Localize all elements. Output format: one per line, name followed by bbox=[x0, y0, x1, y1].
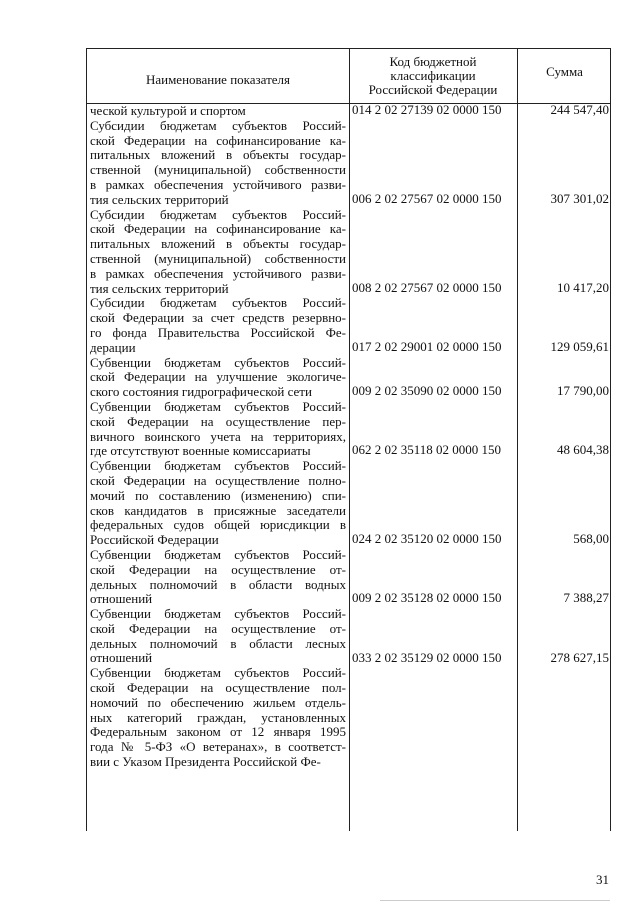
budget-code: 062 2 02 35118 02 0000 150 bbox=[352, 442, 502, 458]
header-code-line: Код бюджетной bbox=[389, 54, 477, 69]
header-code-line: классификации bbox=[390, 68, 476, 83]
indicator-line: Субвенции бюджетам субъектов Россий- bbox=[90, 399, 346, 414]
indicator-line: ской Федерации на осуществление пол- bbox=[90, 681, 346, 696]
indicator-line: ской Федерации на осуществление от- bbox=[90, 562, 346, 577]
amount: 244 547,40 bbox=[550, 102, 609, 117]
indicator-line: сков кандидатов в присяжные заседатели bbox=[90, 503, 346, 518]
indicator-line: Субвенции бюджетам субъектов Россий- bbox=[90, 355, 346, 370]
indicator-line: в рамках обеспечения устойчивого разви- bbox=[90, 266, 346, 281]
indicator-line: Федеральным законом от 12 января 1995 bbox=[90, 725, 346, 740]
budget-code: 006 2 02 27567 02 0000 150 bbox=[352, 190, 502, 206]
indicator-line: Субвенции бюджетам субъектов Россий- bbox=[90, 666, 346, 681]
indicator-line: ской Федерации на осуществление от- bbox=[90, 621, 346, 636]
budget-code: 014 2 02 27139 02 0000 150 bbox=[352, 102, 502, 117]
header-name: Наименование показателя bbox=[145, 72, 291, 87]
indicator-line: тия сельских территорий bbox=[90, 192, 229, 207]
budget-code: 033 2 02 35129 02 0000 150 bbox=[352, 649, 502, 665]
indicator-line: в рамках обеспечения устойчивого разви- bbox=[90, 177, 346, 192]
indicator-line: ской Федерации на софинансирование ка- bbox=[90, 133, 346, 148]
budget-code: 009 2 02 35090 02 0000 150 bbox=[352, 383, 502, 399]
indicator-line: Субсидии бюджетам субъектов Россий- bbox=[90, 207, 346, 222]
budget-code: 009 2 02 35128 02 0000 150 bbox=[352, 590, 502, 606]
indicator-line: Субсидии бюджетам субъектов Россий- bbox=[90, 118, 346, 133]
indicator-line: ческой культурой и спортом bbox=[90, 104, 246, 118]
indicator-line: отношений bbox=[90, 592, 153, 607]
indicator-line: ской Федерации на осуществление пер- bbox=[90, 414, 346, 429]
indicator-line: ского состояния гидрографической сети bbox=[90, 385, 312, 400]
budget-code: 024 2 02 35120 02 0000 150 bbox=[352, 531, 502, 547]
footer-rule bbox=[380, 900, 610, 901]
indicator-line: ных категорий граждан, установленных bbox=[90, 710, 346, 725]
indicator-line: дерации bbox=[90, 340, 136, 355]
page-number: 31 bbox=[596, 872, 609, 887]
indicator-line: ской Федерации на улучшение экологиче- bbox=[90, 370, 346, 385]
indicator-line: Субвенции бюджетам субъектов Россий- bbox=[90, 459, 346, 474]
column-divider bbox=[349, 49, 350, 831]
indicator-line: ственной (муниципальной) собственности bbox=[90, 163, 346, 178]
indicator-line: отношений bbox=[90, 651, 153, 666]
indicator-line: Субвенции бюджетам субъектов Россий- bbox=[90, 607, 346, 622]
indicator-line: дельных полномочий в области водных bbox=[90, 577, 346, 592]
amount: 48 604,38 bbox=[557, 442, 609, 458]
indicator-line: ской Федерации на осуществление полно- bbox=[90, 473, 346, 488]
indicator-line: ской Федерации на софинансирование ка- bbox=[90, 222, 346, 237]
budget-code: 008 2 02 27567 02 0000 150 bbox=[352, 279, 502, 295]
header-sum: Сумма bbox=[546, 64, 583, 79]
indicator-line: федеральных судов общей юрисдикции в bbox=[90, 518, 346, 533]
indicator-line: го фонда Правительства Российской Фе- bbox=[90, 325, 346, 340]
indicator-line: вии с Указом Президента Российской Фе- bbox=[90, 755, 321, 770]
amount: 278 627,15 bbox=[550, 649, 609, 665]
indicator-line: Субсидии бюджетам субъектов Россий- bbox=[90, 296, 346, 311]
budget-table bbox=[86, 48, 611, 831]
indicator-line: вичного воинского учета на территориях, bbox=[90, 429, 346, 444]
indicator-line: мочий по составлению (изменению) спи- bbox=[90, 488, 346, 503]
header-code-line: Российской Федерации bbox=[368, 82, 498, 97]
column-divider bbox=[517, 49, 518, 831]
indicator-line: питальных вложений в объекты государ- bbox=[90, 148, 346, 163]
indicator-line: года № 5-ФЗ «О ветеранах», в соответст- bbox=[90, 740, 346, 755]
indicator-names bbox=[90, 104, 346, 770]
amount: 129 059,61 bbox=[550, 338, 609, 354]
amount: 7 388,27 bbox=[563, 590, 609, 606]
indicator-line: ской Федерации за счет средств резервно- bbox=[90, 311, 346, 326]
amount: 568,00 bbox=[573, 531, 609, 547]
budget-code: 017 2 02 29001 02 0000 150 bbox=[352, 338, 502, 354]
indicator-line: номочий по обеспечению жильем отдель- bbox=[90, 695, 346, 710]
amount: 10 417,20 bbox=[557, 279, 609, 295]
amount: 307 301,02 bbox=[550, 190, 609, 206]
indicator-line: тия сельских территорий bbox=[90, 281, 229, 296]
indicator-line: дельных полномочий в области лесных bbox=[90, 636, 346, 651]
indicator-line: питальных вложений в объекты государ- bbox=[90, 237, 346, 252]
indicator-line: Российской Федерации bbox=[90, 533, 219, 548]
indicator-line: где отсутствуют военные комиссариаты bbox=[90, 444, 311, 459]
header-code bbox=[349, 49, 517, 103]
amount: 17 790,00 bbox=[557, 383, 609, 399]
indicator-line: Субвенции бюджетам субъектов Россий- bbox=[90, 547, 346, 562]
indicator-line: ственной (муниципальной) собственности bbox=[90, 251, 346, 266]
